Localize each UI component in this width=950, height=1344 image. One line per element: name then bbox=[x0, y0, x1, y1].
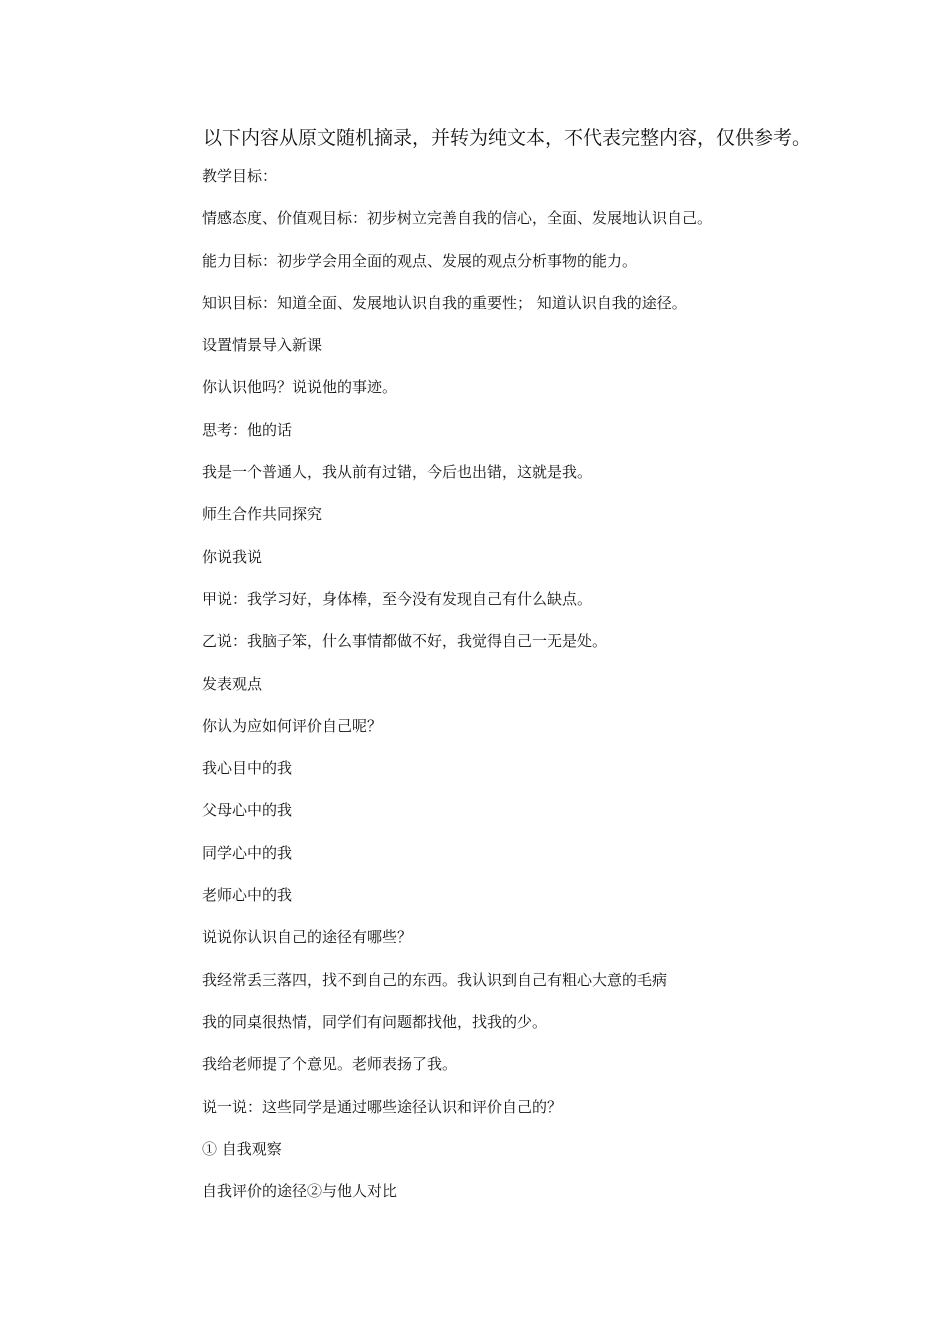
text-line: 说一说：这些同学是通过哪些途径认识和评价自己的？ bbox=[202, 1097, 563, 1116]
text-line: 甲说：我学习好，身体棒，至今没有发现自己有什么缺点。 bbox=[202, 589, 593, 608]
text-line: 我心目中的我 bbox=[202, 759, 293, 778]
text-line: 知识目标：知道全面、发展地认识自我的重要性； 知道认识自我的途径。 bbox=[202, 293, 687, 312]
excerpt-notice: 以下内容从原文随机摘录，并转为纯文本，不代表完整内容，仅供参考。 bbox=[203, 127, 812, 149]
text-line: ① 自我观察 bbox=[202, 1139, 282, 1158]
document-body bbox=[202, 163, 902, 1220]
text-line: 设置情景导入新课 bbox=[202, 336, 323, 355]
text-line: 师生合作共同探究 bbox=[202, 505, 323, 524]
text-line: 乙说：我脑子笨，什么事情都做不好，我觉得自己一无是处。 bbox=[202, 632, 608, 651]
text-line: 同学心中的我 bbox=[202, 843, 293, 862]
text-line: 能力目标：初步学会用全面的观点、发展的观点分析事物的能力。 bbox=[202, 251, 638, 270]
text-line: 我经常丢三落四，找不到自己的东西。我认识到自己有粗心大意的毛病 bbox=[202, 970, 668, 989]
text-line: 思考：他的话 bbox=[202, 420, 293, 439]
text-line: 教学目标： bbox=[202, 167, 278, 185]
text-line: 我是一个普通人，我从前有过错，今后也出错，这就是我。 bbox=[202, 463, 593, 482]
text-line: 老师心中的我 bbox=[202, 886, 293, 905]
text-line: 情感态度、价值观目标：初步树立完善自我的信心，全面、发展地认识自己。 bbox=[202, 209, 713, 228]
text-line: 自我评价的途径②与他人对比 bbox=[202, 1182, 398, 1201]
text-line: 你认为应如何评价自己呢？ bbox=[202, 716, 383, 735]
text-line: 说说你认识自己的途径有哪些？ bbox=[202, 928, 413, 947]
text-line: 父母心中的我 bbox=[202, 801, 293, 820]
text-line: 你认识他吗？说说他的事迹。 bbox=[202, 378, 398, 397]
text-line: 发表观点 bbox=[202, 674, 263, 693]
text-line: 我给老师提了个意见。老师表扬了我。 bbox=[202, 1055, 458, 1074]
text-line: 我的同桌很热情，同学们有问题都找他，找我的少。 bbox=[202, 1012, 548, 1031]
text-line: 你说我说 bbox=[202, 547, 263, 566]
